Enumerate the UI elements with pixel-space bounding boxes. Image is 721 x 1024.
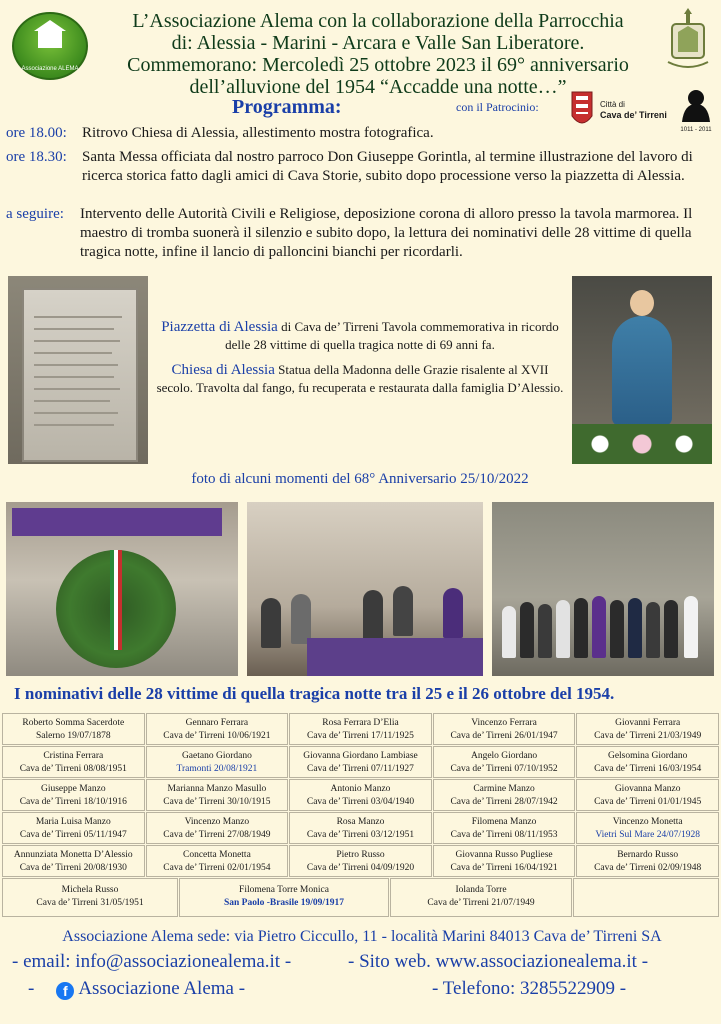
schedule-time-1: ore 18.00: — [6, 125, 67, 141]
victim-cell: Carmine Manzo Cava de’ Tirreni 28/07/1942 — [433, 779, 576, 811]
victim-cell: Filomena Manzo Cava de’ Tirreni 08/11/1953 — [433, 812, 576, 844]
victim-cell: Vincenzo Manzo Cava de’ Tirreni 27/08/1949 — [146, 812, 289, 844]
victim-cell: Annunziata Monetta D’Alessio Cava de’ Tirreni 20/08/1930 — [2, 845, 145, 877]
caption-piazzetta-text: di Cava de’ Tirreni Tavola commemorativa in ricordo delle 28 vittime di quella tragica notte di 69 anni fa. — [225, 319, 559, 352]
victim-cell: Angelo Giordano Cava de’ Tirreni 07/10/1952 — [433, 746, 576, 778]
victims-row — [2, 845, 720, 878]
caption-chiesa-title: Chiesa di Alessia — [171, 362, 275, 378]
badia-years: 1011 - 2011 — [680, 127, 712, 133]
victim-cell: Vincenzo Ferrara Cava de’ Tirreni 26/01/1947 — [433, 713, 576, 745]
photo-madonna-statue — [572, 276, 712, 464]
victim-cell: Giovanna Manzo Cava de’ Tirreni 01/01/1945 — [576, 779, 719, 811]
victim-cell: Giovanni Ferrara Cava de’ Tirreni 21/03/1949 — [576, 713, 719, 745]
footer-email[interactable]: - email: info@associazionealema.it - — [12, 951, 292, 972]
victim-cell: Giovanna Russo Pugliese Cava de’ Tirreni 16/04/1921 — [433, 845, 576, 877]
victims-row — [2, 746, 720, 779]
victim-cell: Rosa Manzo Cava de’ Tirreni 03/12/1951 — [289, 812, 432, 844]
victims-row — [2, 812, 720, 845]
victim-cell: Cristina Ferrara Cava de’ Tirreni 08/08/1951 — [2, 746, 145, 778]
footer-facebook[interactable] — [28, 978, 245, 1000]
victim-cell: Giuseppe Manzo Cava de’ Tirreni 18/10/1916 — [2, 779, 145, 811]
schedule-text-3: Intervento delle Autorità Civili e Religiose, deposizione corona di alloro presso la tavola marmorea. Il maestro di tromba suonerà il silenzio e subito dopo, la lettura dei nominativi delle 28 vittime di quella tragica notte, infine il lancio di palloncini bianchi per ricordarli. — [80, 206, 693, 260]
footer-telephone: - Telefono: 3285522909 - — [432, 978, 627, 999]
header-line-3: Commemorano: Mercoledì 25 ottobre 2023 il 69° anniversario — [127, 54, 629, 76]
victim-cell: Iolanda Torre Cava de’ Tirreni 21/07/1949 — [390, 878, 572, 917]
schedule-time-3: a seguire: — [6, 206, 64, 222]
schedule-text-2: Santa Messa officiata dal nostro parroco Don Giuseppe Gorintla, al termine illustrazione del lavoro di ricerca storica fatto dagli amici di Cava Storie, subito dopo processione verso la piazzetta di Alessia. — [82, 149, 693, 184]
victims-row-last — [2, 878, 720, 918]
monk-silhouette-icon — [676, 88, 716, 122]
footer-facebook-label: Associazione Alema - — [78, 978, 246, 999]
alema-logo — [12, 12, 88, 80]
schedule-item-2 — [6, 148, 716, 186]
cava-logo-line2: Cava de’ Tirreni — [600, 110, 667, 120]
victim-cell: Gelsomina Giordano Cava de’ Tirreni 16/03/1954 — [576, 746, 719, 778]
caption-piazzetta-title: Piazzetta di Alessia — [161, 319, 278, 335]
header-line-1: L’Associazione Alema con la collaborazione della Parrocchia — [132, 10, 624, 32]
victim-cell: Marianna Manzo Masullo Cava de’ Tirreni 30/10/1915 — [146, 779, 289, 811]
victims-row — [2, 713, 720, 746]
header-line-4: dell’alluvione del 1954 “Accadde una notte…” — [189, 76, 567, 98]
patrocinio-label: con il Patrocinio: — [456, 100, 539, 114]
victim-cell: Filomena Torre Monica San Paolo -Brasile 19/09/1917 — [179, 878, 389, 917]
schedule-time-2: ore 18.30: — [6, 149, 67, 165]
victim-cell: Gaetano Giordano Tramonti 20/08/1921 — [146, 746, 289, 778]
photo-group-authorities — [492, 502, 714, 676]
alema-logo-text: Associazione ALEMA — [21, 66, 79, 72]
victim-cell: Gennaro Ferrara Cava de’ Tirreni 10/06/1921 — [146, 713, 289, 745]
victim-cell: Antonio Manzo Cava de’ Tirreni 03/04/1940 — [289, 779, 432, 811]
caption-chiesa — [156, 361, 564, 396]
caption-piazzetta — [156, 318, 564, 353]
footer-address: Associazione Alema sede: via Pietro Ciccullo, 11 - località Marini 84013 Cava de’ Tirreni SA — [62, 928, 662, 945]
photos-caption: foto di alcuni momenti del 68° Anniversario 25/10/2022 — [191, 471, 529, 487]
victim-cell: Bernardo Russo Cava de’ Tirreni 02/09/1948 — [576, 845, 719, 877]
photo-commemorative-tablet — [8, 276, 148, 464]
victim-cell: Rosa Ferrara D’Elia Cava de’ Tirreni 17/11/1925 — [289, 713, 432, 745]
victim-cell: Vincenzo Monetta Vietri Sul Mare 24/07/1928 — [576, 812, 719, 844]
header-line-2: di: Alessia - Marini - Arcara e Valle San Liberatore. — [171, 32, 585, 54]
victims-row — [2, 779, 720, 812]
schedule-text-1: Ritrovo Chiesa di Alessia, allestimento mostra fotografica. — [82, 125, 434, 141]
photo-holy-mass — [247, 502, 483, 676]
photo-laurel-wreath — [6, 502, 238, 676]
victim-cell: Maria Luisa Manzo Cava de’ Tirreni 05/11/1947 — [2, 812, 145, 844]
photo-captions — [156, 318, 564, 396]
caption-chiesa-text: Statua della Madonna delle Grazie risalente al XVII secolo. Travolta dal fango, fu recuperata e restaurata dalla famiglia D’Alessio. — [156, 362, 564, 395]
victim-cell-empty — [573, 878, 719, 917]
victims-title: I nominativi delle 28 vittime di quella tragica notte tra il 25 e il 26 ottobre del 1954. — [14, 684, 615, 703]
victims-table — [2, 713, 720, 918]
schedule-item-1 — [6, 124, 716, 143]
parish-crest-icon — [664, 6, 712, 76]
victim-cell: Pietro Russo Cava de’ Tirreni 04/09/1920 — [289, 845, 432, 877]
victim-cell: Giovanna Giordano Lambiase Cava de’ Tirreni 07/11/1927 — [289, 746, 432, 778]
victim-cell: Michela Russo Cava de’ Tirreni 31/05/1951 — [2, 878, 178, 917]
victim-cell: Roberto Somma Sacerdote Salerno 19/07/1878 — [2, 713, 145, 745]
schedule-item-3 — [6, 205, 716, 262]
facebook-icon: f — [56, 982, 74, 1000]
cava-logo-line1: Città di — [600, 100, 625, 109]
footer-facebook-dash: - — [28, 978, 35, 999]
footer-website[interactable]: - Sito web. www.associazionealema.it - — [348, 951, 649, 972]
victim-cell: Concetta Monetta Cava de’ Tirreni 02/01/1954 — [146, 845, 289, 877]
programma-heading: Programma: — [232, 96, 342, 118]
